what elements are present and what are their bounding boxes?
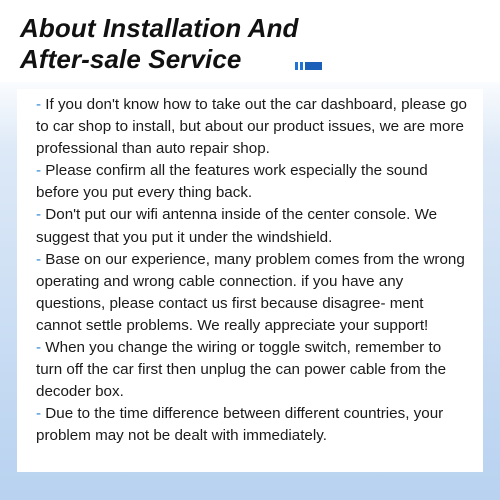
dash-bullet: -: [36, 250, 46, 268]
service-notes-panel: [17, 89, 483, 472]
page-title: [20, 13, 299, 75]
note-item: [36, 204, 471, 248]
note-item: [36, 160, 471, 204]
dash-bullet: -: [36, 162, 46, 180]
note-text: Don't put our wifi antenna inside of the center console. We suggest that you put it under the windshield.: [36, 206, 438, 246]
note-text: Base on our experience, many problem comes from the wrong operating and wrong cable connection. if you have any questions, please contact us first because disagree- ment cannot settle problems. We really appreciate your support!: [36, 250, 465, 334]
page-title-line-2: After-sale Service: [20, 44, 242, 74]
note-text: When you change the wiring or toggle switch, remember to turn off the car first then unplug the can power cable from the decoder box.: [36, 339, 447, 401]
note-item: [36, 403, 471, 447]
note-text: Due to the time difference between different countries, your problem may not be dealt with immediately.: [36, 405, 444, 445]
dash-bullet: -: [36, 405, 46, 423]
dash-bullet: -: [36, 96, 46, 113]
dash-bullet: -: [36, 206, 46, 224]
note-item: [36, 94, 471, 160]
dash-bullet: -: [36, 339, 46, 357]
note-item: [36, 249, 471, 337]
page-title-line-1: About Installation And: [20, 13, 299, 43]
decorative-stripes-icon: [295, 62, 323, 70]
note-text: Please confirm all the features work especially the sound before you put every thing back.: [36, 162, 428, 202]
note-item: [36, 337, 471, 403]
note-text: If you don't know how to take out the car dashboard, please go to car shop to install, but about our product issues, we are more professional than auto repair shop.: [36, 96, 467, 158]
